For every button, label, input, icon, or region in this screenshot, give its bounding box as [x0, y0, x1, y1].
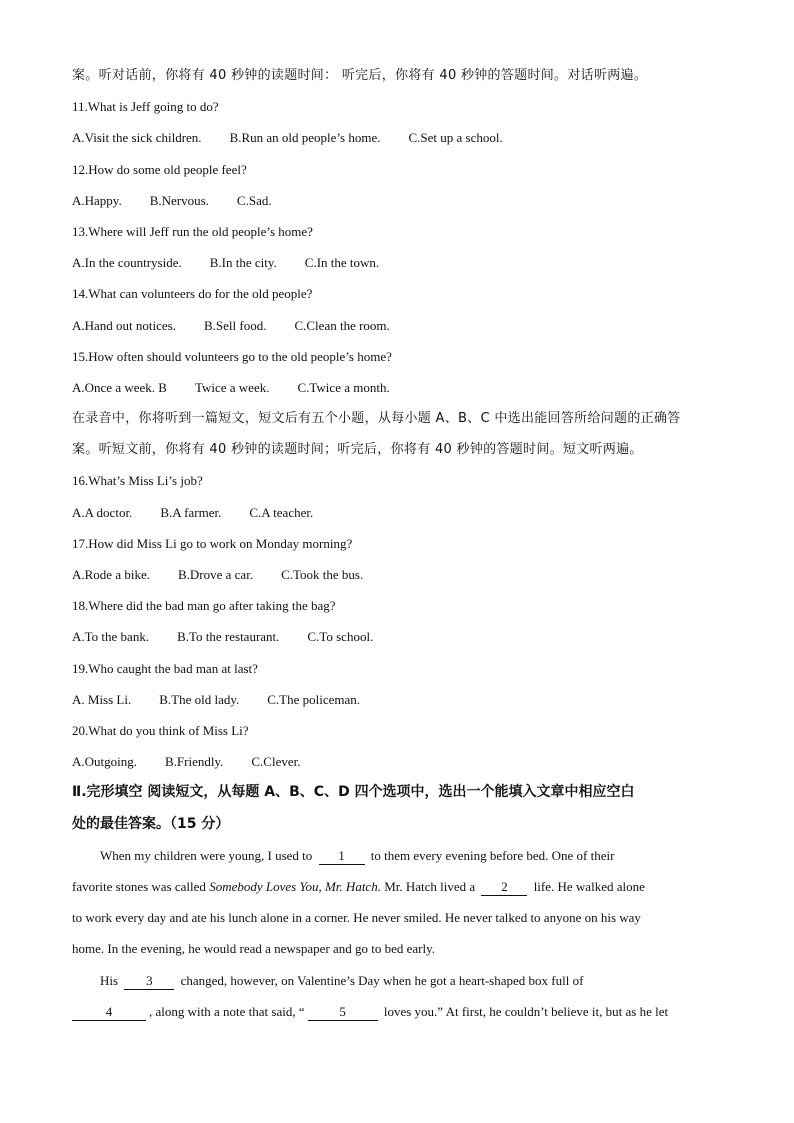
option-a[interactable]: A.Happy. [72, 192, 122, 208]
passage-text: His [100, 972, 119, 988]
question-text: 11.What is Jeff going to do? [72, 99, 219, 115]
answer-options [72, 684, 722, 715]
answer-options [72, 746, 722, 777]
answer-options [72, 247, 722, 278]
passage-line [72, 840, 722, 871]
option-b[interactable]: B.To the restaurant. [177, 629, 280, 645]
blank-1: 1 [319, 848, 365, 865]
section-title-line2: 处的最佳答案。（15 分） [72, 815, 230, 832]
question-text: 20.What do you think of Miss Li? [72, 722, 249, 738]
passage-line: home. In the evening, he would read a newspaper and go to bed early. [72, 941, 436, 957]
option-c[interactable]: C.To school. [307, 629, 374, 645]
passage-line [72, 965, 722, 996]
option-a[interactable]: A.Visit the sick children. [72, 130, 202, 146]
option-a[interactable]: A.In the countryside. [72, 255, 182, 271]
passage-text: life. He walked alone [533, 878, 645, 894]
option-c[interactable]: C.Took the bus. [281, 567, 364, 582]
passage-line [72, 871, 722, 902]
passage-line [72, 996, 722, 1027]
question-group-a [72, 91, 722, 403]
option-b[interactable]: B.Run an old people’s home. [229, 130, 381, 146]
option-b[interactable]: Twice a week. [194, 379, 270, 395]
option-b[interactable]: B.The old lady. [159, 691, 240, 707]
option-a[interactable]: A.A doctor. [72, 504, 133, 520]
passage-text: , along with a note that said, “ [149, 1003, 305, 1019]
option-c[interactable]: C.In the town. [304, 255, 380, 271]
option-a[interactable]: A. Miss Li. [72, 691, 132, 707]
option-c[interactable]: C.Clean the room. [294, 317, 390, 333]
question-text: 16.What’s Miss Li’s job? [72, 473, 203, 489]
book-title: Somebody Loves You, Mr. Hatch. [209, 878, 381, 894]
option-c[interactable]: C.Twice a month. [297, 379, 390, 395]
answer-options [72, 310, 722, 341]
passage-text: changed, however, on Valentine’s Day when he got a heart-shaped box full of [180, 972, 584, 988]
option-b[interactable]: B.Drove a car. [177, 567, 254, 582]
option-a[interactable]: A.Once a week. B [72, 379, 167, 395]
answer-options [72, 185, 722, 216]
option-c[interactable]: C.A teacher. [249, 504, 314, 520]
cloze-passage [72, 840, 722, 1027]
question-text: 12.How do some old people feel? [72, 161, 247, 177]
option-b[interactable]: B.Sell food. [203, 317, 267, 333]
passage-text: to them every evening before bed. One of their [370, 847, 615, 863]
question-group-b [72, 465, 722, 777]
answer-options [72, 372, 722, 403]
answer-options [72, 621, 722, 652]
question-text: 18.Where did the bad man go after taking the bag? [72, 598, 336, 614]
option-a[interactable]: A.Hand out notices. [72, 317, 176, 333]
passage-line: to work every day and ate his lunch alone in a corner. He never smiled. He never talked to anyone on his way [72, 910, 641, 926]
question-text: 19.Who caught the bad man at last? [72, 660, 258, 676]
passage-text: loves you.” At first, he couldn’t believe it, but as he let [383, 1003, 669, 1019]
blank-3: 3 [124, 973, 174, 990]
blank-5: 5 [308, 1004, 378, 1021]
listening-instruction-a: 案。听对话前，你将有 40 秒钟的读题时间： 听完后，你将有 40 秒钟的答题时间。对话听两遍。 [72, 68, 648, 83]
passage-text: favorite stones was called [72, 878, 206, 894]
option-c[interactable]: C.Set up a school. [408, 130, 503, 146]
section-title-line1: Ⅱ.完形填空 阅读短文，从每题 A、B、C、D 四个选项中，选出一个能填入文章中相应空白 [72, 784, 635, 801]
question-text: 14.What can volunteers do for the old people? [72, 286, 313, 302]
question-text: 13.Where will Jeff run the old people’s home? [72, 223, 313, 239]
answer-options [72, 559, 722, 590]
option-b[interactable]: B.In the city. [209, 255, 277, 271]
question-text: 15.How often should volunteers go to the old people’s home? [72, 348, 392, 364]
answer-options [72, 122, 722, 153]
option-b[interactable]: B.Friendly. [165, 754, 224, 770]
listening-instruction-b-line2: 案。听短文前，你将有 40 秒钟的读题时间；听完后，你将有 40 秒钟的答题时间。短文听两遍。 [72, 442, 643, 458]
option-c[interactable]: C.The policeman. [267, 691, 361, 707]
option-b[interactable]: B.A farmer. [160, 504, 222, 520]
blank-4: 4 [72, 1004, 146, 1021]
answer-options [72, 497, 722, 528]
question-text: 17.How did Miss Li go to work on Monday morning? [72, 535, 353, 551]
option-c[interactable]: C.Sad. [236, 192, 272, 208]
option-a[interactable]: A.To the bank. [72, 629, 150, 645]
option-a[interactable]: A.Rode a bike. [72, 567, 150, 582]
blank-2: 2 [481, 879, 527, 896]
passage-text: When my children were young, I used to [100, 847, 313, 863]
document-page [72, 60, 722, 1027]
passage-text: Mr. Hatch lived a [384, 878, 476, 894]
listening-instruction-b-line1: 在录音中，你将听到一篇短文，短文后有五个小题，从每小题 A、B、C 中选出能回答所给问题的正确答 [72, 411, 681, 427]
option-b[interactable]: B.Nervous. [149, 192, 209, 208]
option-c[interactable]: C.Clever. [251, 754, 301, 770]
option-a[interactable]: A.Outgoing. [72, 754, 137, 770]
